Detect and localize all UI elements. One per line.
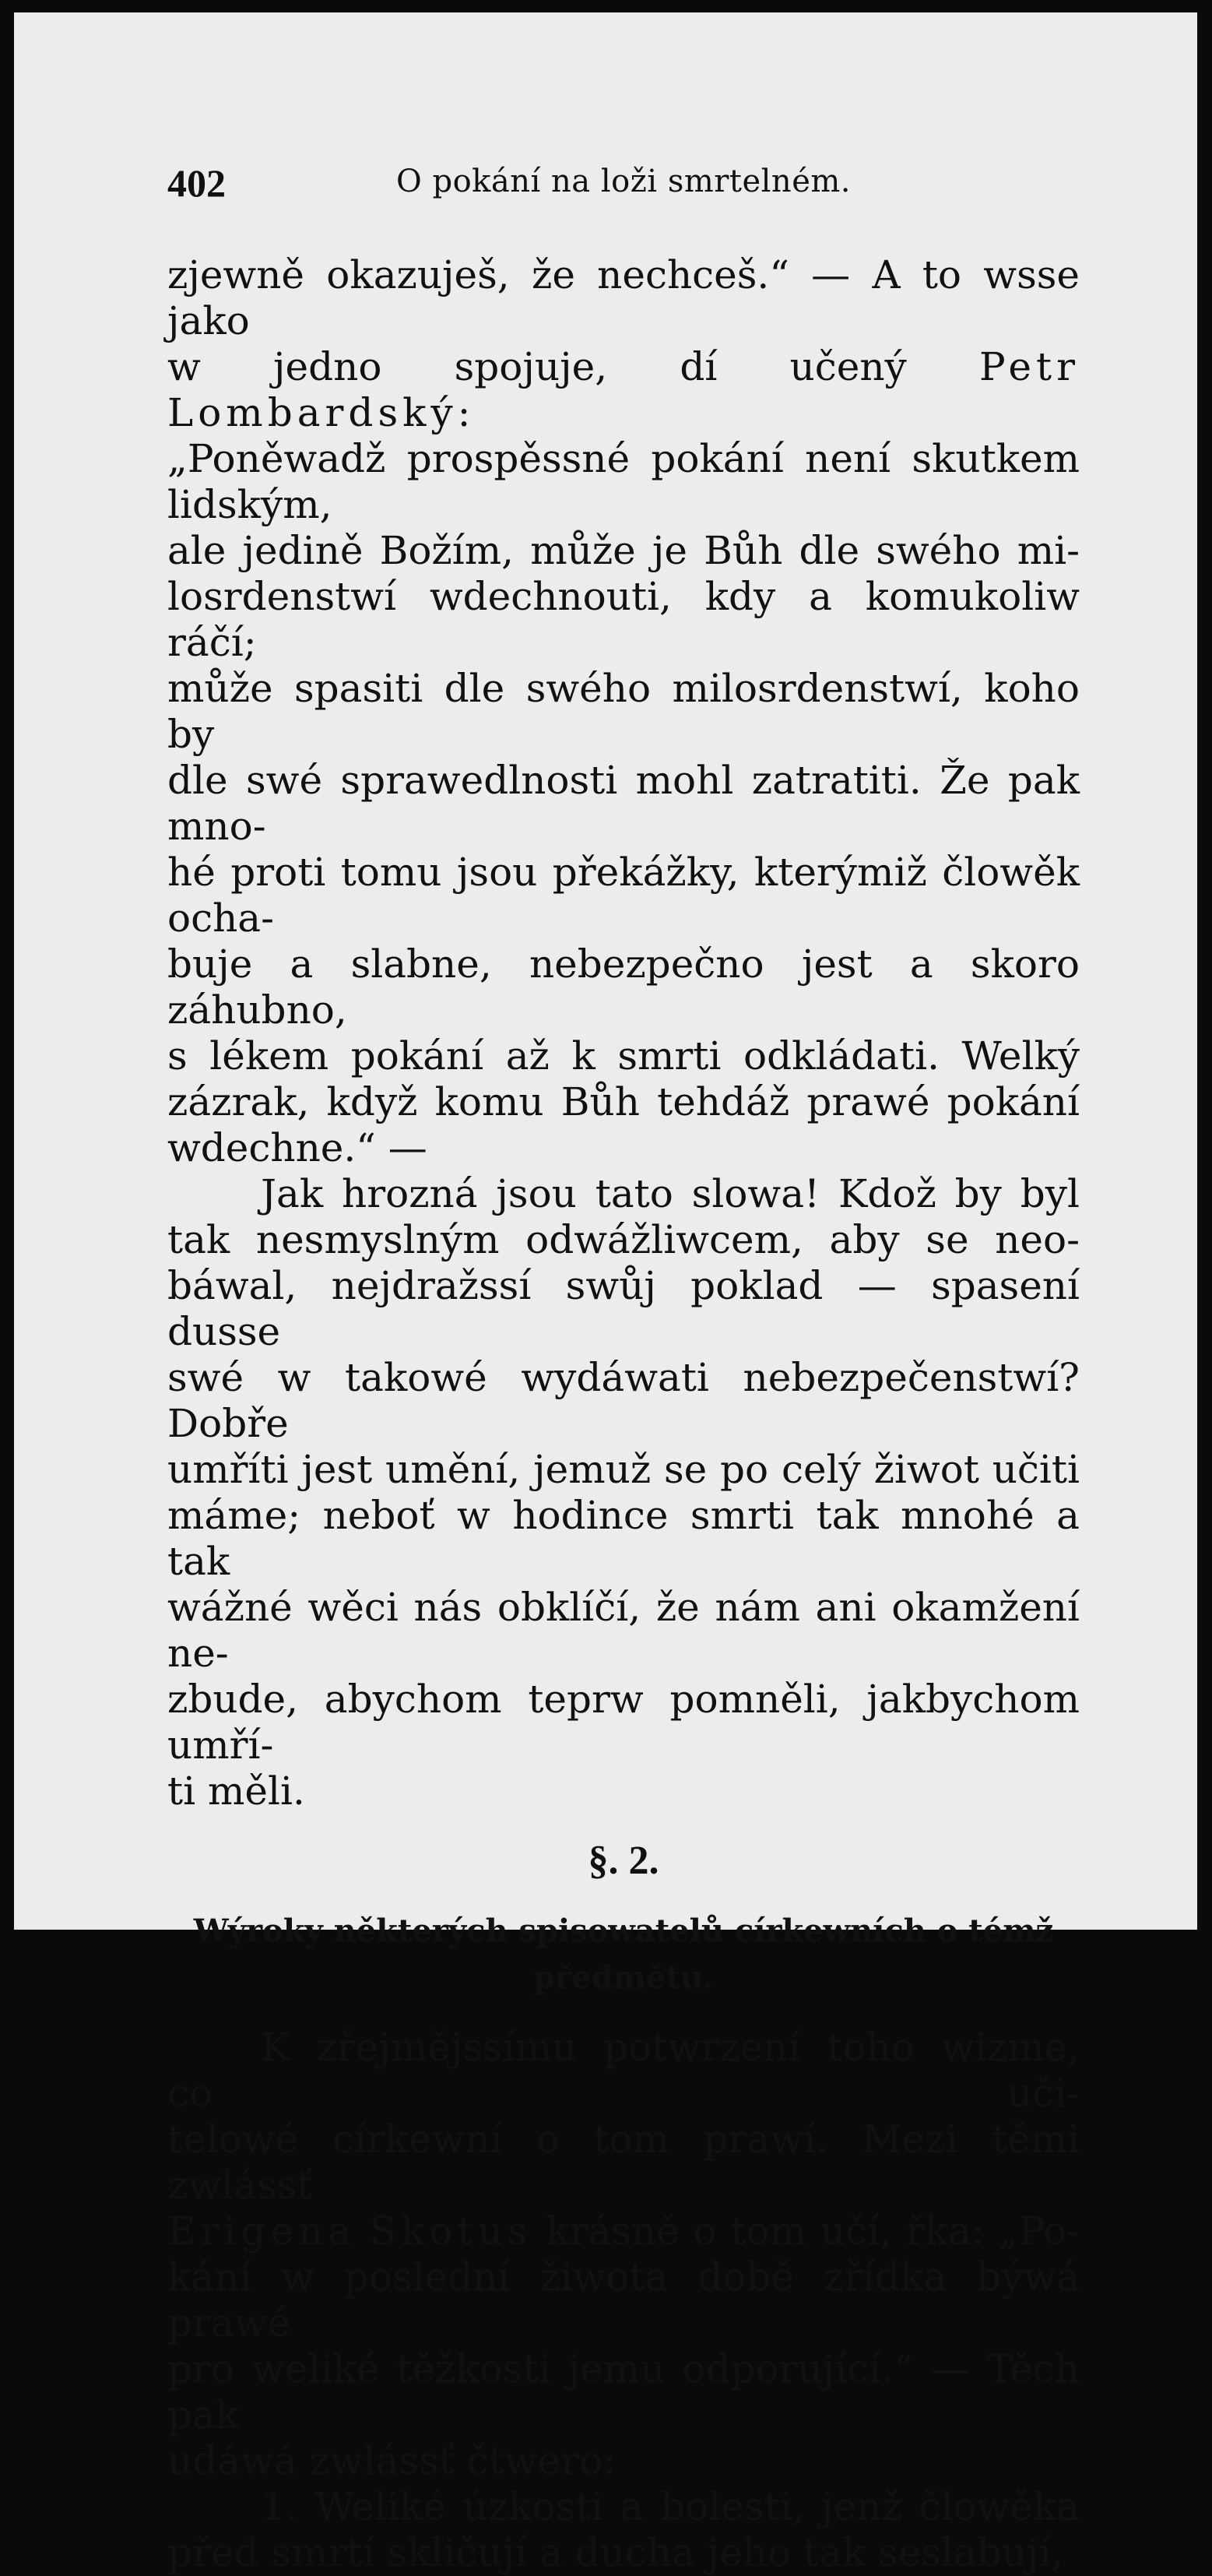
text-line: tak nesmyslným odwážliwcem, aby se neo- [167,1217,1080,1262]
page-content [167,151,1080,2576]
paragraph-continued [167,252,1080,1171]
text-line: může spasiti dle swého milosrdenstwí, koho by [167,666,1080,757]
text-line: zázrak, když komu Bůh tehdáž prawé pokání [167,1079,1080,1124]
text-line: před smrtí skličují a ducha jeho tak seslabují, [167,2530,1064,2575]
author-name-emphasis: Erigena [167,2208,356,2254]
text-line: wážné wěci nás obklíčí, že nám ani okamžení ne- [167,1585,1080,1676]
text-line: báwal, nejdražssí swůj poklad — spasení dusse [167,1263,1080,1354]
text-line: wdechne.“ — [167,1125,427,1170]
text-line: telowé církewní o tom prawí. Mezi těmi zwlássť [167,2117,1080,2208]
section-number: §. 2. [588,1839,659,1883]
author-name-emphasis: Petr Lombardský [167,344,1080,435]
text-line: buje a slabne, nebezpečno jest a skoro záhubno, [167,941,1080,1033]
running-title: O pokání na loži smrtelném. [395,164,852,199]
text-line: „Poněwadž prospěssné pokání není skutkem lidským, [167,436,1080,527]
text-line: Jak hrozná jsou tato slowa! Kdož by byl [261,1171,1080,1216]
text-line: losrdenstwí wdechnouti, kdy a komukoliw ráčí; [167,574,1080,665]
text-line: 1. Weliké úzkosti a bolesti, jenž člowěka [261,2484,1080,2529]
text-line: zjewně okazuješ, že nechceš.“ — A to wsse jako [167,252,1080,343]
running-head [167,151,1080,221]
paragraph-warning [167,1171,1080,1814]
text-line: umříti jest umění, jemuž se po celý žiwot učiti [167,1447,1080,1492]
page-number: 402 [167,161,226,205]
text-line: ale jedině Božím, může je Bůh dle swého mi- [167,528,1080,573]
text-line: ti měli. [167,1768,305,1814]
book-page [14,12,1197,2575]
text-line: pro weliké těžkosti jemu odporující.“ — Těch pak [167,2346,1080,2437]
text-line: s lékem pokání až k smrti odkládati. Welký [167,1033,1080,1079]
author-name-emphasis: Skotus [369,2208,532,2254]
text-line: dle swé sprawedlnosti mohl zatratiti. Že pak mno- [167,758,1080,849]
text-line: swé w takowé wydáwati nebezpečenstwí? Dobře [167,1355,1080,1446]
text-line [167,2208,1080,2254]
text-line: kání w poslední žiwota době zřídka býwá prawé [167,2254,1080,2345]
text-line: K zřejmějssímu potwrzení toho wizme, co uči- [167,2025,1080,2116]
paragraph-enumeration [167,2484,1080,2576]
text-line: máme; neboť w hodince smrti tak mnohé a tak [167,1493,1080,1584]
text-line: hé proti tomu jsou překážky, kterýmiž člowěk ocha- [167,850,1080,941]
text-line: zbude, abychom teprw pomněli, jakbychom umří- [167,1677,1080,1768]
text-fragment: : [457,390,471,435]
text-fragment: w jedno spojuje, dí učený [167,344,980,389]
text-fragment: krásně o tom učí, řka: „Po- [546,2208,1080,2254]
section-title: Wýroky některých spisowatelů církewních o témž předmětu. [193,1913,1054,1996]
text-line: udáwá zwlássť čtwero: [167,2438,617,2483]
paragraph-teachers [167,2025,1080,2484]
text-line [167,344,1080,436]
